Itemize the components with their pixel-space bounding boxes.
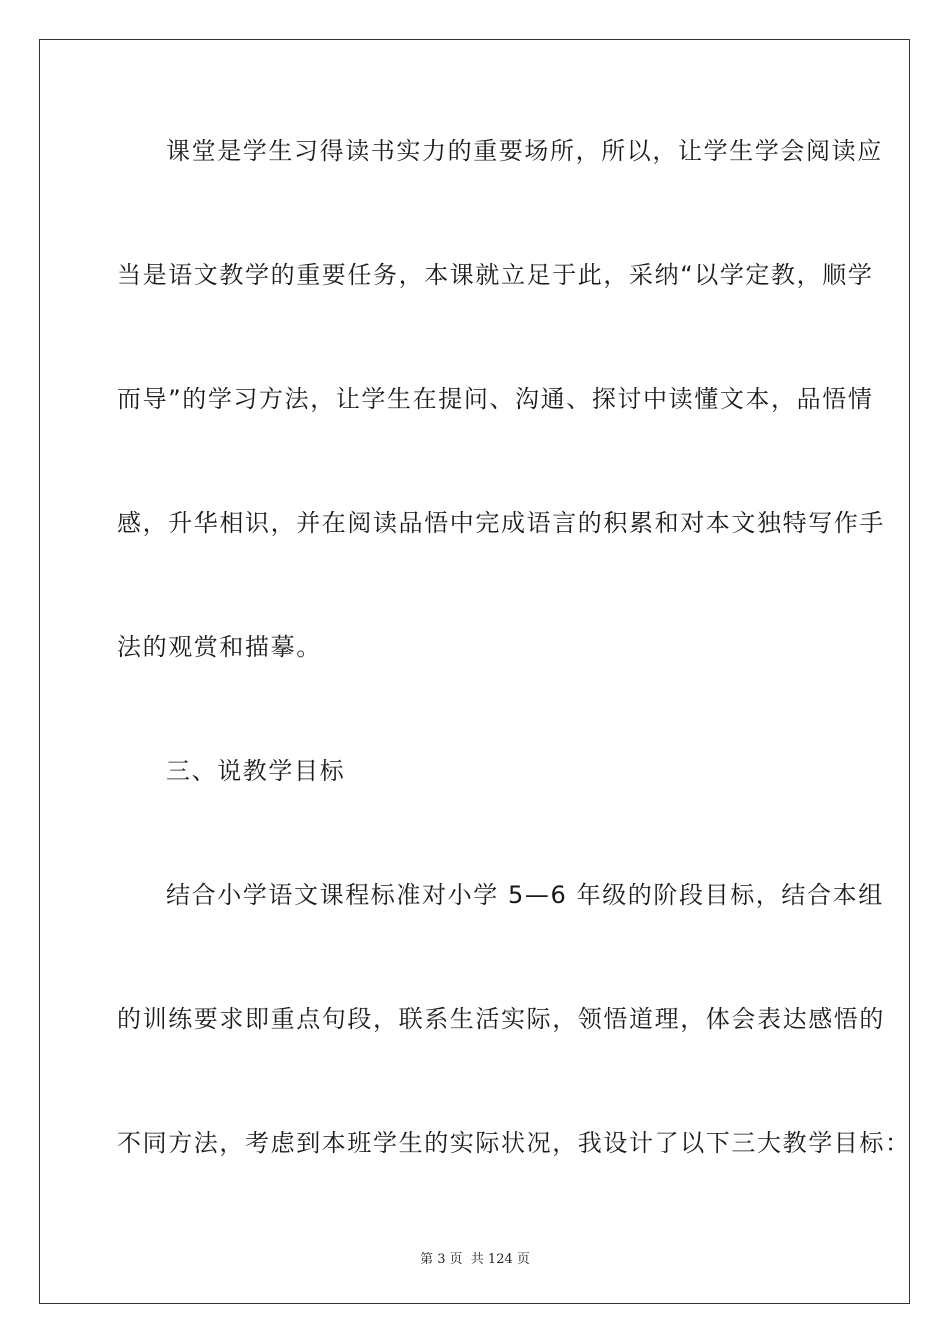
total-pages: 共 124 页: [470, 1252, 530, 1267]
paragraph-1-line-5: 法的观赏和描摹。: [117, 633, 322, 661]
paragraph-1-line-2: 当是语文教学的重要任务，本课就立足于此，采纳“以学定教，顺学: [117, 261, 874, 289]
page-border: [39, 39, 910, 1304]
page-number: 第 3 页: [420, 1252, 463, 1267]
paragraph-1-line-1: 课堂是学生习得读书实力的重要场所，所以，让学生学会阅读应: [166, 137, 883, 165]
paragraph-2-line-2: 的训练要求即重点句段，联系生活实际，领悟道理，体会表达感悟的: [117, 1005, 885, 1033]
paragraph-1-line-3: 而导”的学习方法，让学生在提问、沟通、探讨中读懂文本，品悟情: [117, 385, 874, 413]
section-heading: 三、说教学目标: [166, 757, 346, 785]
paragraph-2-line-3: 不同方法，考虑到本班学生的实际状况，我设计了以下三大教学目标：: [117, 1129, 911, 1157]
page-footer: [0, 1248, 950, 1267]
paragraph-2-line-1: 结合小学语文课程标准对小学 5—6 年级的阶段目标，结合本组: [166, 881, 884, 909]
paragraph-1-line-4: 感，升华相识，并在阅读品悟中完成语言的积累和对本文独特写作手: [117, 509, 885, 537]
